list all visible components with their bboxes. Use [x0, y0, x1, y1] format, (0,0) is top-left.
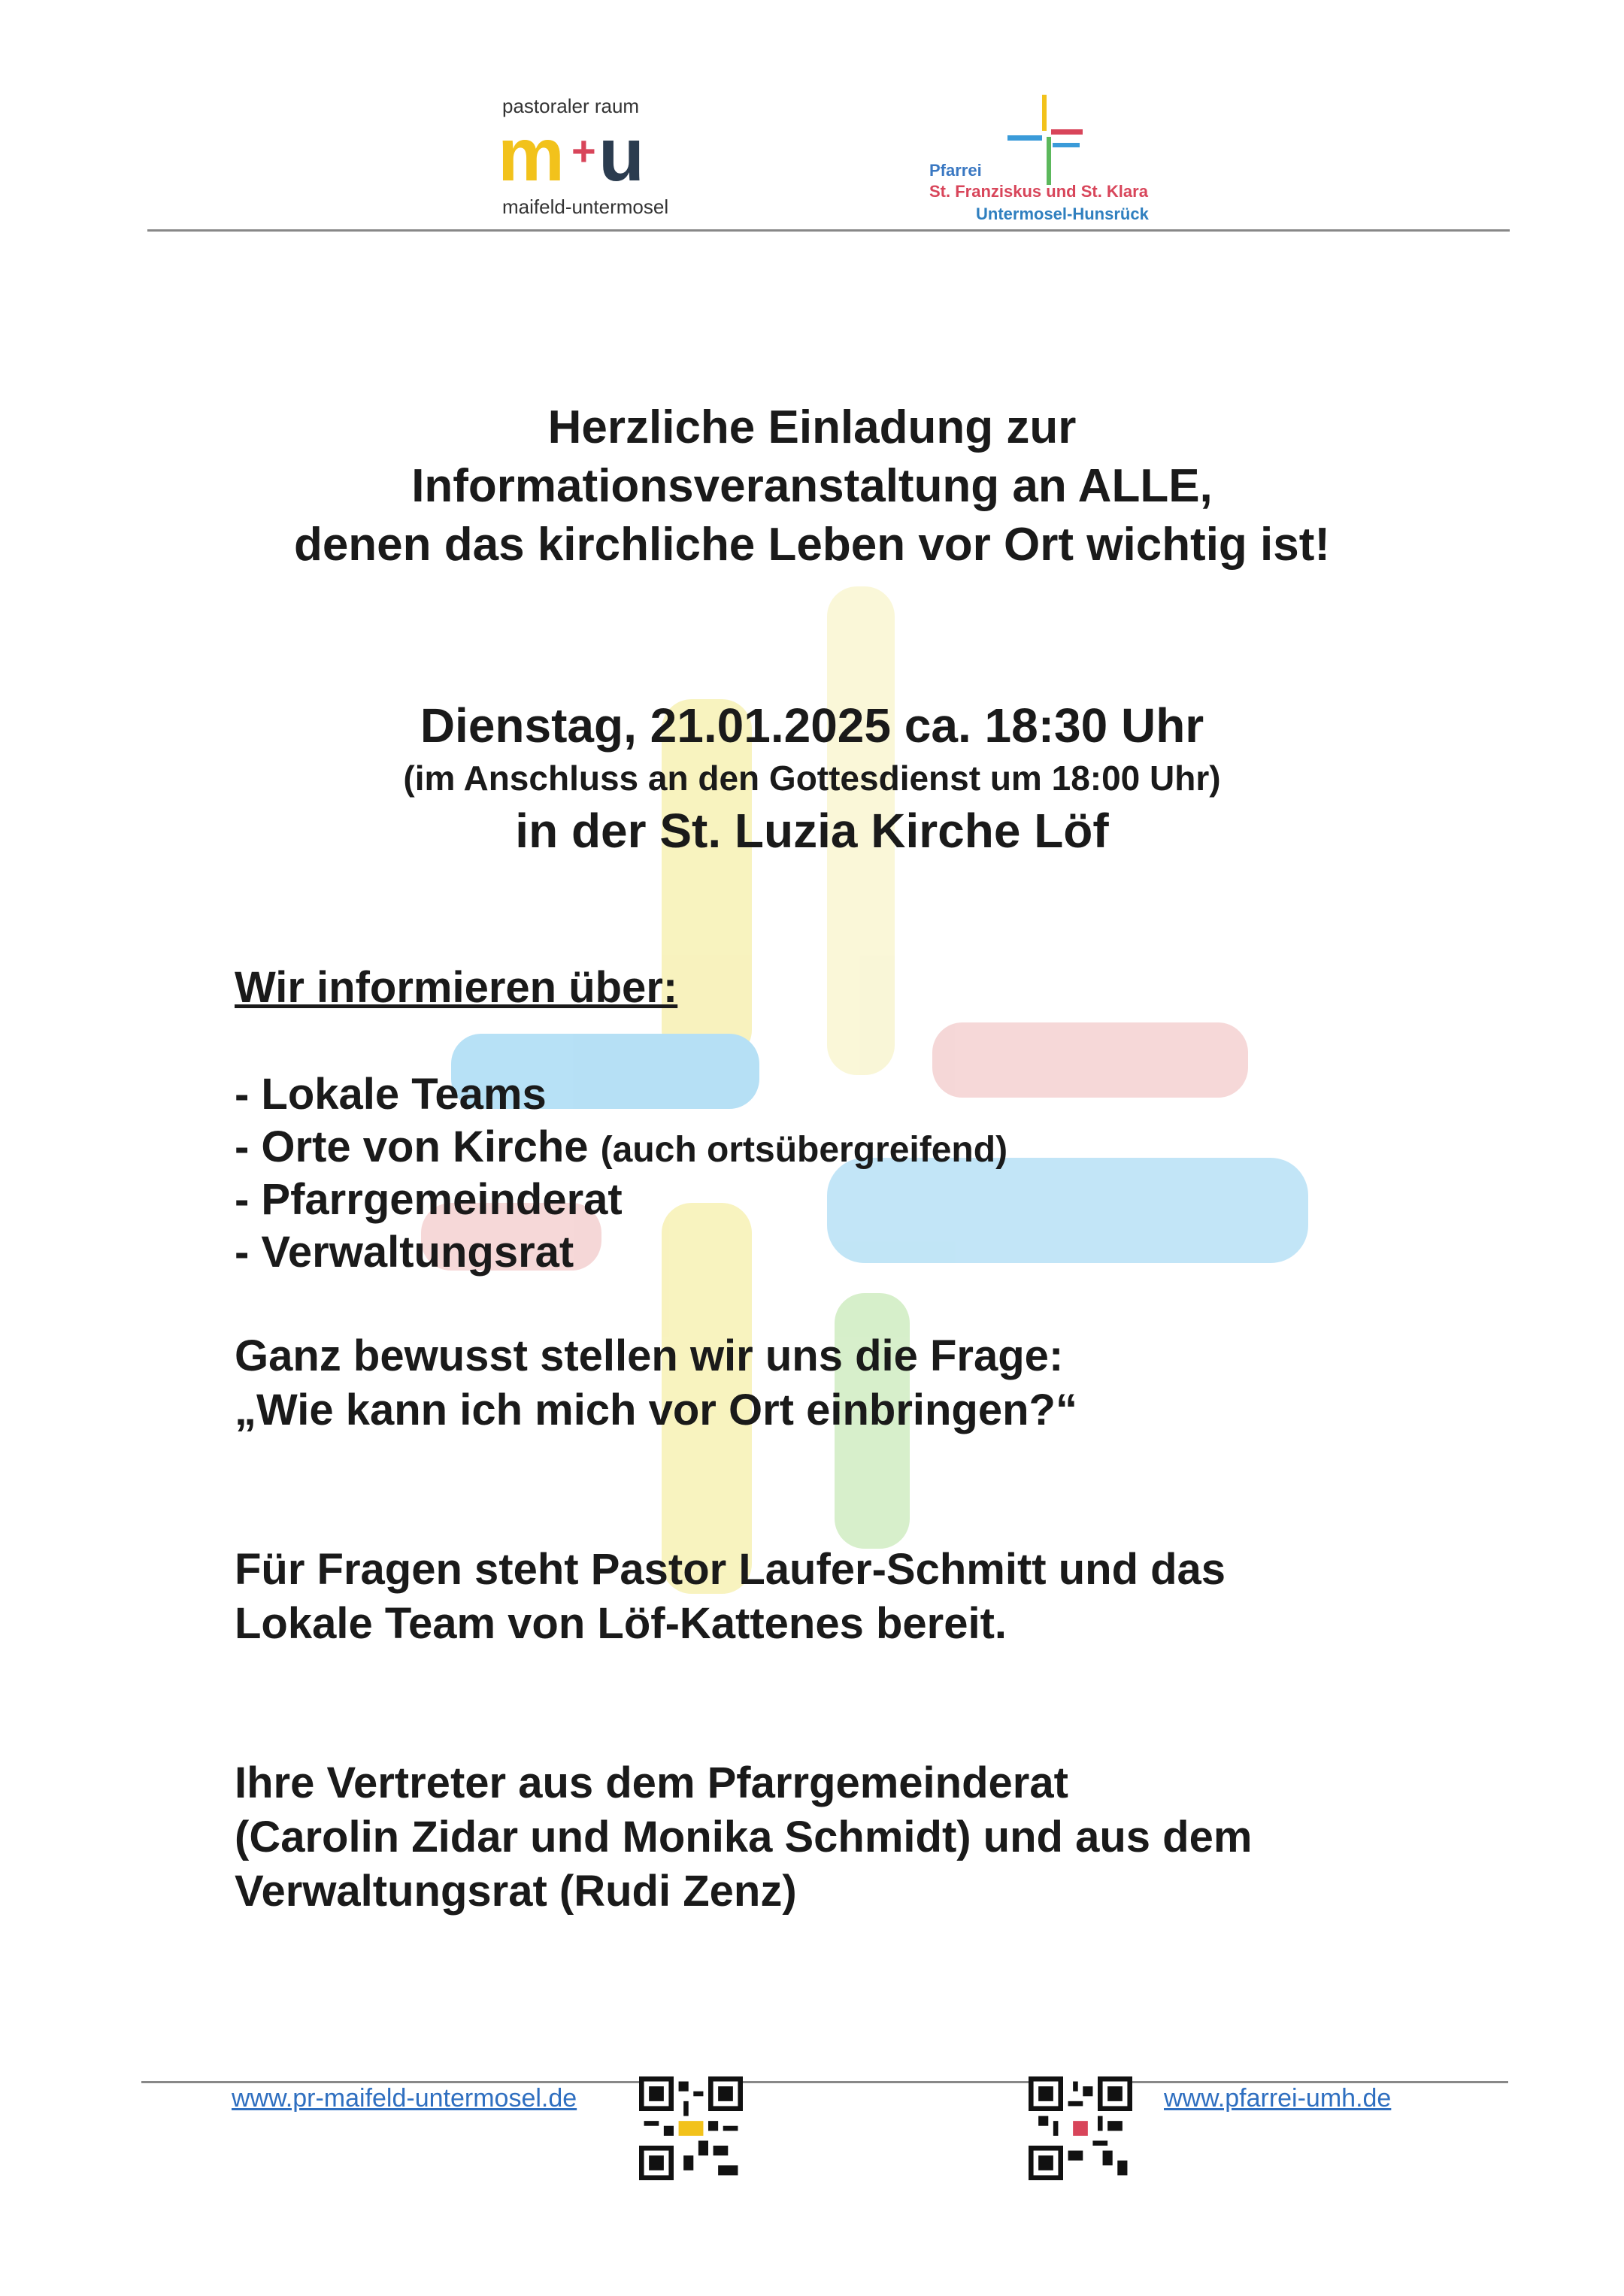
- footer-divider: [141, 2081, 1508, 2083]
- event-note: (im Anschluss an den Gottesdienst um 18:00 Uhr): [403, 759, 1221, 798]
- parish-name-line1: Pfarrei: [929, 161, 982, 180]
- question-block: [235, 1329, 1077, 1437]
- topics-heading: Wir informieren über:: [235, 963, 678, 1012]
- qr-code-icon[interactable]: [639, 2076, 743, 2180]
- representatives-block: [235, 1756, 1252, 1919]
- topics-list: [235, 1068, 1007, 1278]
- maifeld-untermosel-logo: [498, 113, 693, 195]
- contact-line-2: Lokale Team von Löf-Kattenes bereit.: [235, 1599, 1007, 1648]
- logo-mark-plus: +: [571, 127, 596, 174]
- left-logo-top-text: pastoraler raum: [502, 95, 640, 117]
- list-item: - Lokale Teams: [235, 1070, 547, 1119]
- event-date: Dienstag, 21.01.2025 ca. 18:30 Uhr: [420, 698, 1204, 753]
- logo-mark-u: u: [598, 113, 645, 195]
- left-logo-bottom-text: maifeld-untermosel: [502, 195, 669, 218]
- question-line-2: „Wie kann ich mich vor Ort einbringen?“: [235, 1386, 1077, 1434]
- representatives-line-3: Verwaltungsrat (Rudi Zenz): [235, 1867, 797, 1916]
- header-divider: [147, 229, 1510, 232]
- parish-name-line3: Untermosel-Hunsrück: [976, 204, 1149, 223]
- event-place: in der St. Luzia Kirche Löf: [515, 804, 1109, 858]
- contact-line-1: Für Fragen steht Pastor Laufer-Schmitt und das: [235, 1545, 1226, 1594]
- list-item-note: (auch ortsübergreifend): [600, 1130, 1008, 1170]
- parish-name-line2: St. Franziskus und St. Klara: [929, 182, 1148, 201]
- list-item: - Pfarrgemeinderat: [235, 1175, 623, 1224]
- qr-code-icon[interactable]: [1029, 2076, 1132, 2180]
- contact-block: [235, 1543, 1226, 1651]
- representatives-line-1: Ihre Vertreter aus dem Pfarrgemeinderat: [235, 1758, 1068, 1807]
- representatives-line-2: (Carolin Zidar und Monika Schmidt) und aus dem: [235, 1813, 1253, 1861]
- question-line-1: Ganz bewusst stellen wir uns die Frage:: [235, 1331, 1064, 1380]
- parish-cross-icon: [1007, 95, 1083, 185]
- list-item: - Orte von Kirche (auch ortsübergreifend): [235, 1122, 1008, 1171]
- invitation-title: [0, 398, 1624, 574]
- footer-link-left[interactable]: www.pr-maifeld-untermosel.de: [232, 2084, 577, 2113]
- logo-mark-m: m: [498, 113, 565, 195]
- title-line-2: Informationsveranstaltung an ALLE,: [411, 460, 1213, 512]
- title-line-1: Herzliche Einladung zur: [547, 401, 1077, 453]
- title-line-3: denen das kirchliche Leben vor Ort wichtig ist!: [293, 519, 1331, 571]
- list-item: - Verwaltungsrat: [235, 1228, 574, 1277]
- footer-link-right[interactable]: www.pfarrei-umh.de: [1164, 2084, 1392, 2113]
